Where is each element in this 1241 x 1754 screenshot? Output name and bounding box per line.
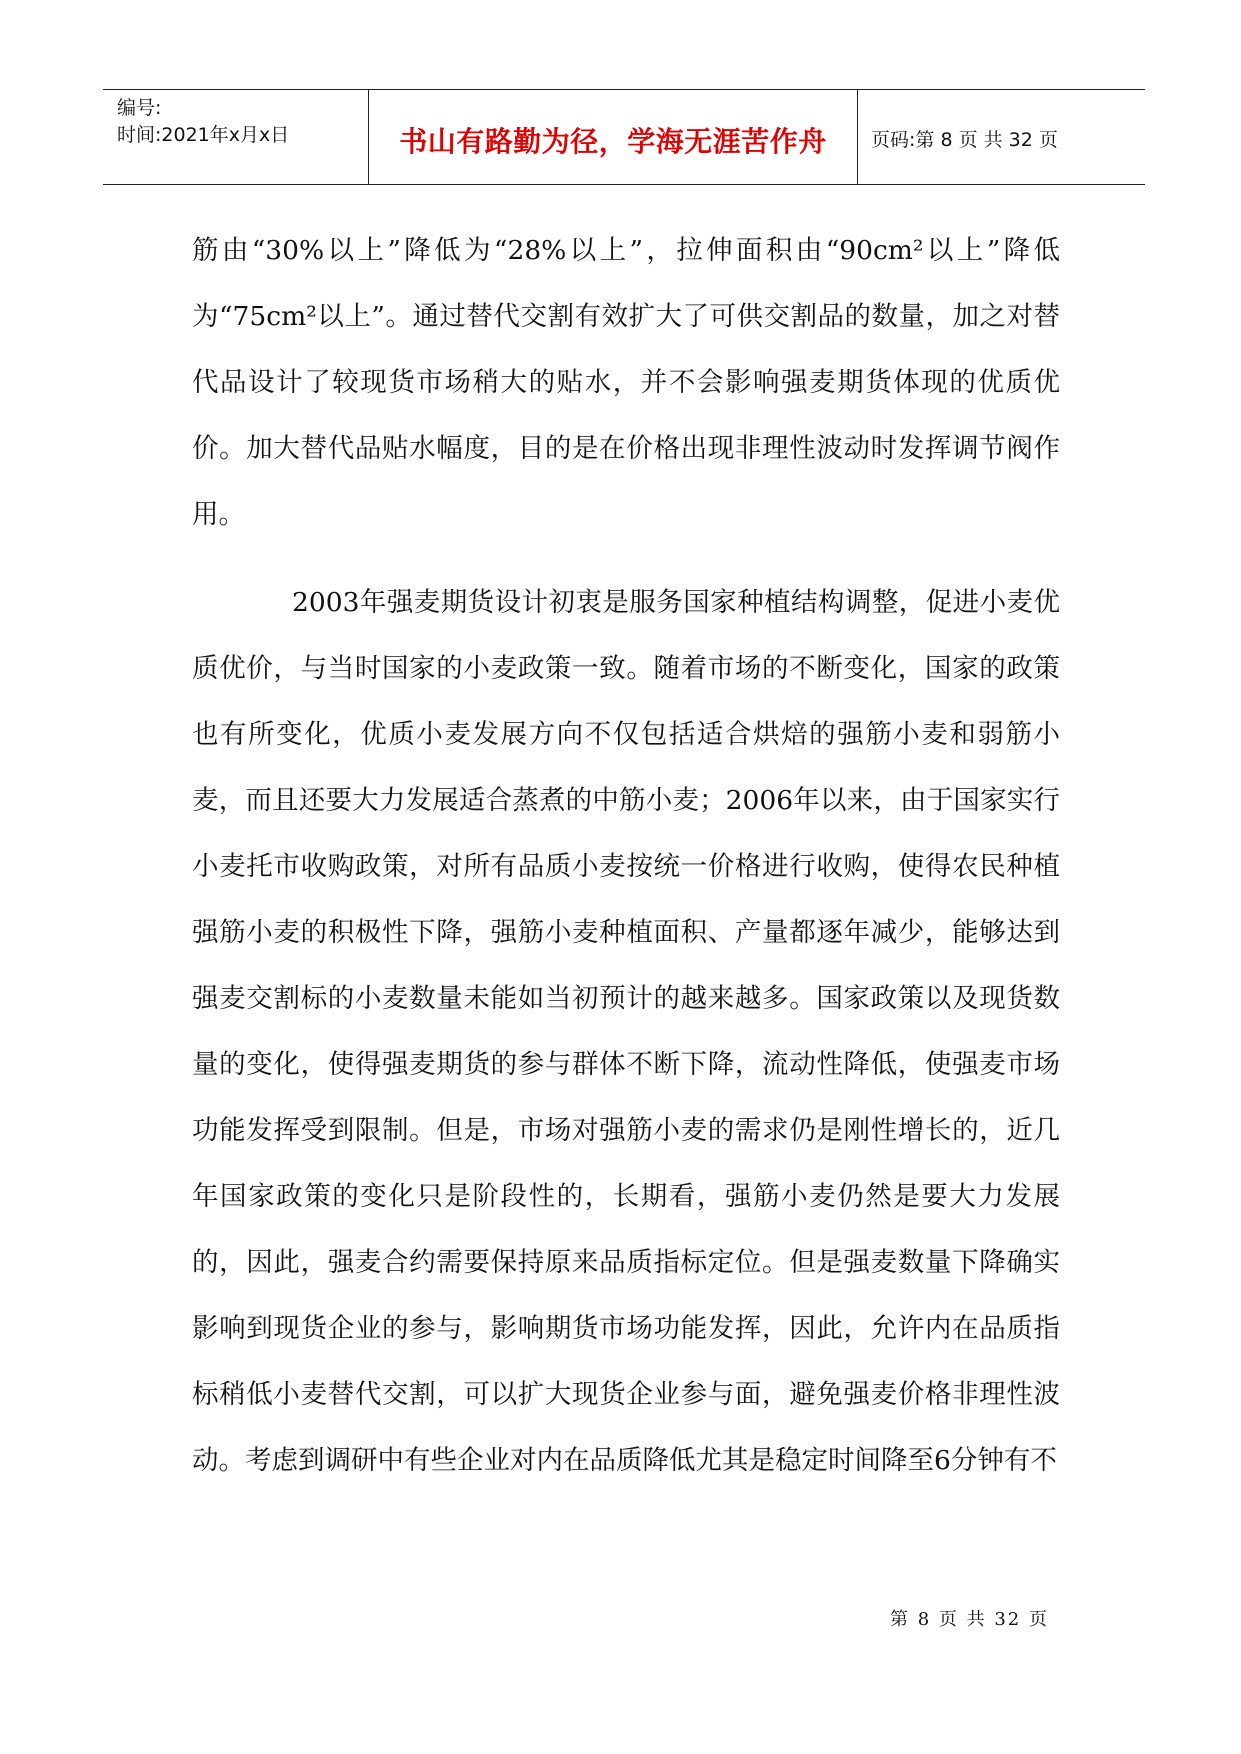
document-time-label: 时间:2021年x月x日	[117, 124, 290, 146]
header-page-code: 页码:第 8 页 共 32 页	[871, 129, 1058, 151]
body-paragraph: 2003年强麦期货设计初衷是服务国家种植结构调整，促进小麦优质优价，与当时国家的小麦政策一致。随着市场的不断变化，国家的政策也有所变化，优质小麦发展方向不仅包括适合烘焙的强筋小麦和弱筋小麦，而且还要大力发展适合蒸煮的中筋小麦；2006年以来，由于国家实行小麦托市收购政策，对所有品质小麦按统一价格进行收购，使得农民种植强筋小麦的积极性下降，强筋小麦种植面积、产量都逐年减少，能够达到强麦交割标的小麦数量未能如当初预计的越来越多。国家政策以及现货数量的变化，使得强麦期货的参与群体不断下降，流动性降低，使强麦市场功能发挥受到限制。但是，市场对强筋小麦的需求仍是刚性增长的，近几年国家政策的变化只是阶段性的，长期看，强筋小麦仍然是要大力发展的，因此，强麦合约需要保持原来品质指标定位。但是强麦数量下降确实影响到现货企业的参与，影响期货市场功能发挥，因此，允许内在品质指标稍低小麦替代交割，可以扩大现货企业参与面，避免强麦价格非理性波动。考虑到调研中有些企业对内在品质降低尤其是稳定时间降至6分钟有不	[192, 587, 1060, 1476]
header-motto-cell	[368, 90, 858, 184]
document-body	[192, 218, 1060, 1494]
header-page-cell	[858, 90, 1145, 184]
header-motto: 书山有路勤为径，学海无涯苦作舟	[399, 125, 827, 158]
body-paragraph-continued: 筋由“30%以上”降低为“28%以上”，拉伸面积由“90cm²以上”降低为“75cm²以上”。通过替代交割有效扩大了可供交割品的数量，加之对替代品设计了较现货市场稍大的贴水，并不会影响强麦期货体现的优质优价。加大替代品贴水幅度，目的是在价格出现非理性波动时发挥调节阀作用。	[192, 235, 1060, 530]
page-footer: 第 8 页 共 32 页	[890, 1609, 1049, 1630]
page-header	[103, 89, 1145, 185]
header-info-cell	[103, 90, 368, 184]
document-number-label: 编号:	[117, 97, 162, 119]
